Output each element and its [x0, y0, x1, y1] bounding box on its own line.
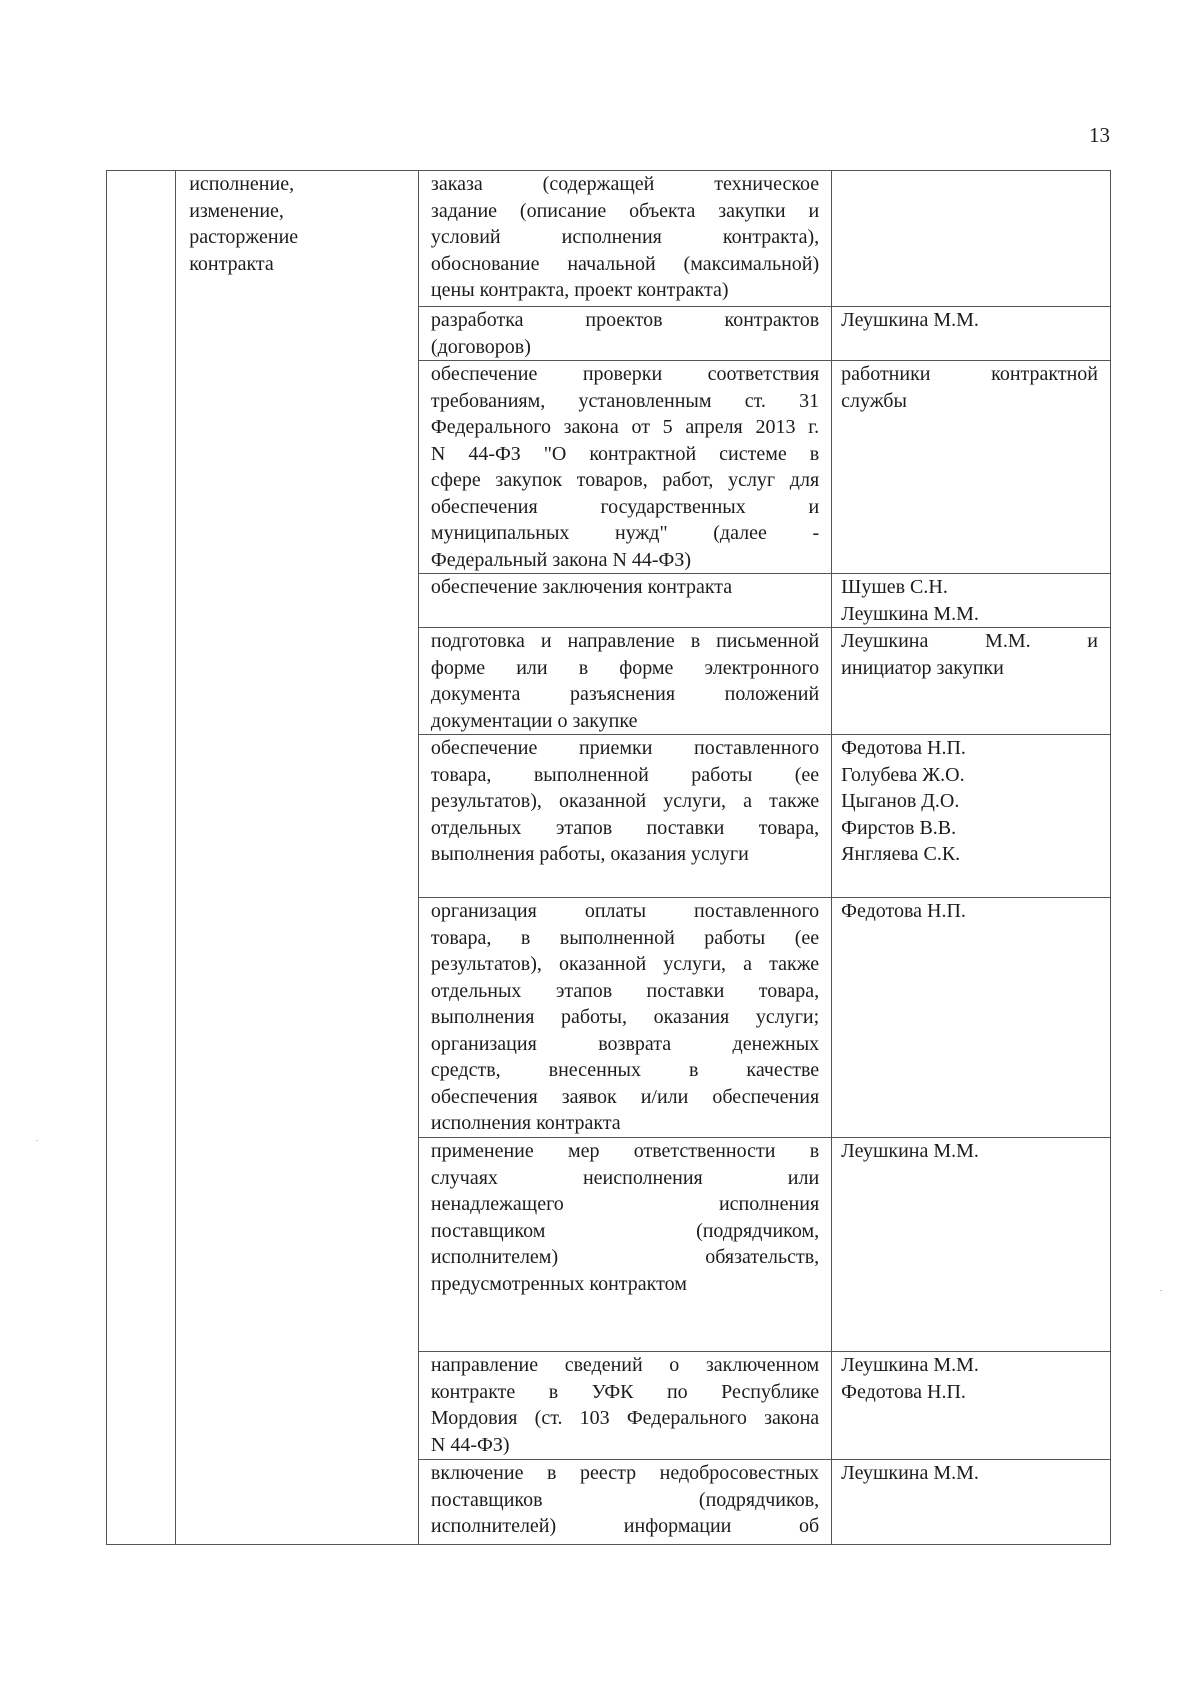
text-line: Леушкина М.М.	[841, 1354, 979, 1376]
text-line: выполнения работы, оказания услуги	[430, 843, 749, 865]
text-line: исполнителей) информации об	[430, 1515, 820, 1537]
table-body	[107, 171, 1111, 1545]
responsible-cell	[832, 574, 1111, 628]
task-cell	[418, 171, 831, 307]
text-line: обеспечение приемки поставленного	[430, 737, 820, 759]
scan-speck	[1160, 1290, 1162, 1291]
text-line: Мордовия (ст. 103 Федерального закона	[430, 1407, 820, 1429]
text-line: Леушкина М.М.	[841, 1140, 979, 1162]
task-cell	[418, 628, 831, 735]
category-line: расторжение	[189, 226, 299, 248]
text-line: работники контрактной	[841, 363, 1098, 385]
task-cell	[418, 361, 831, 574]
text-line: включение в реестр недобросовестных	[430, 1462, 820, 1484]
text-line: муниципальных нужд" (далее -	[430, 522, 820, 544]
responsible-cell	[832, 171, 1111, 307]
text-line: товара, выполненной работы (ее	[430, 763, 820, 786]
text-line: условий исполнения контракта),	[430, 226, 820, 248]
text-line: разработка проектов контрактов	[430, 309, 820, 331]
text-line: Федотова Н.П.	[841, 1380, 966, 1403]
responsible-cell	[832, 1460, 1111, 1545]
task-cell	[418, 307, 831, 361]
text-line: организация возврата денежных	[430, 1032, 820, 1055]
task-cell	[418, 1460, 831, 1545]
responsible-cell	[832, 361, 1111, 574]
text-line: цены контракта, проект контракта)	[430, 279, 729, 301]
text-line: выполнения работы, оказания услуги;	[430, 1006, 820, 1028]
text-line: Леушкина М.М.	[841, 1462, 979, 1484]
responsible-cell	[832, 735, 1111, 898]
task-cell	[418, 898, 831, 1138]
category-line: изменение,	[189, 199, 284, 222]
category-cell	[176, 171, 419, 1545]
text-line: Федеральный закона N 44-ФЗ)	[430, 548, 692, 571]
text-line: инициатор закупки	[841, 656, 1004, 679]
text-line: отдельных этапов поставки товара,	[430, 816, 820, 839]
text-line: службы	[841, 389, 907, 412]
text-line: документации о закупке	[430, 709, 638, 732]
text-line: предусмотренных контрактом	[430, 1272, 687, 1295]
text-line: Янгляева С.К.	[841, 843, 961, 865]
text-line: Цыганов Д.О.	[841, 790, 960, 812]
text-line: ненадлежащего исполнения	[430, 1193, 820, 1215]
page-number: 13	[1089, 123, 1110, 147]
responsible-cell	[832, 1138, 1111, 1352]
text-line: Фирстов В.В.	[841, 816, 957, 839]
text-line: Федотова Н.П.	[841, 737, 966, 759]
task-cell	[418, 574, 831, 628]
text-line: обеспечения заявок и/или обеспечения	[430, 1085, 820, 1108]
text-line: случаях неисполнения или	[430, 1166, 820, 1189]
table-row	[107, 171, 1111, 307]
task-cell	[418, 1138, 831, 1352]
text-line: контракте в УФК по Республике	[430, 1380, 820, 1403]
responsible-cell	[832, 628, 1111, 735]
text-line: задание (описание объекта закупки и	[430, 199, 820, 222]
text-line: результатов), оказанной услуги, а также	[430, 953, 820, 975]
responsible-cell	[832, 898, 1111, 1138]
text-line: обеспечение заключения контракта	[430, 576, 733, 598]
text-line: поставщиков (подрядчиков,	[430, 1488, 820, 1511]
text-line: Федотова Н.П.	[841, 900, 966, 922]
number-cell	[107, 171, 176, 1545]
task-cell	[418, 735, 831, 898]
text-line: направление сведений о заключенном	[430, 1354, 820, 1376]
text-line: документа разъяснения положений	[430, 683, 820, 705]
text-line: обеспечения государственных и	[430, 495, 820, 518]
text-line: требованиям, установленным ст. 31	[430, 389, 820, 412]
text-line: исполнителем) обязательств,	[430, 1246, 820, 1268]
text-line: форме или в форме электронного	[430, 656, 820, 679]
text-line: организация оплаты поставленного	[430, 900, 820, 922]
text-line: подготовка и направление в письменной	[430, 630, 820, 652]
text-line: поставщиком (подрядчиком,	[430, 1219, 820, 1242]
text-line: исполнения контракта	[430, 1112, 621, 1134]
text-line: обеспечение проверки соответствия	[430, 363, 820, 385]
category-line: контракта	[189, 252, 274, 275]
text-line: обоснование начальной (максимальной)	[430, 252, 820, 275]
text-line: N 44-ФЗ)	[430, 1433, 510, 1456]
text-line: товара, в выполненной работы (ее	[430, 926, 820, 949]
text-line: Шушев С.Н.	[841, 576, 948, 598]
text-line: (договоров)	[430, 335, 531, 358]
text-line: Федерального закона от 5 апреля 2013 г.	[430, 416, 820, 438]
text-line: результатов), оказанной услуги, а также	[430, 790, 820, 812]
text-line: отдельных этапов поставки товара,	[430, 979, 820, 1002]
text-line: заказа (содержащей техническое	[430, 173, 820, 195]
text-line: сфере закупок товаров, работ, услуг для	[430, 469, 820, 491]
responsible-cell	[832, 1352, 1111, 1460]
responsibility-table	[106, 170, 1111, 1545]
text-line: N 44-ФЗ "О контрактной системе в	[430, 442, 820, 465]
category-line: исполнение,	[189, 173, 295, 195]
text-line: средств, внесенных в качестве	[430, 1059, 820, 1081]
text-line: Леушкина М.М.	[841, 602, 979, 625]
text-line: применение мер ответственности в	[430, 1140, 820, 1162]
scan-speck	[36, 1140, 38, 1141]
task-cell	[418, 1352, 831, 1460]
text-line: Леушкина М.М.	[841, 309, 979, 331]
text-line: Леушкина М.М. и	[841, 630, 1098, 652]
responsible-cell	[832, 307, 1111, 361]
text-line: Голубева Ж.О.	[841, 763, 965, 786]
